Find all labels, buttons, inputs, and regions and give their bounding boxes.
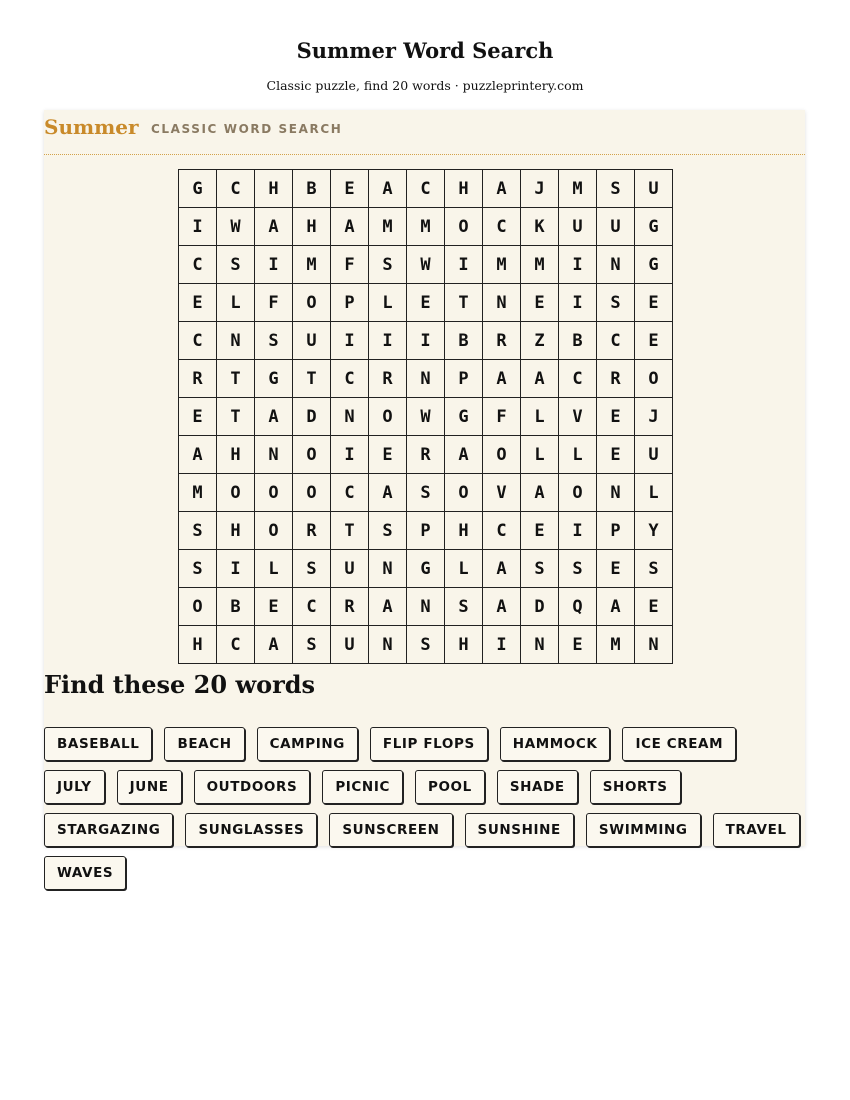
grid-cell[interactable]: I <box>217 550 255 588</box>
grid-cell[interactable]: M <box>293 246 331 284</box>
grid-cell[interactable]: Q <box>559 588 597 626</box>
grid-cell[interactable]: G <box>635 208 673 246</box>
grid-cell[interactable]: J <box>521 170 559 208</box>
grid-cell[interactable]: R <box>407 436 445 474</box>
grid-cell[interactable]: O <box>445 208 483 246</box>
grid-cell[interactable]: O <box>255 474 293 512</box>
grid-cell[interactable]: C <box>559 360 597 398</box>
grid-cell[interactable]: S <box>179 550 217 588</box>
grid-cell[interactable]: P <box>597 512 635 550</box>
grid-cell[interactable]: I <box>179 208 217 246</box>
grid-cell[interactable]: R <box>179 360 217 398</box>
grid-cell[interactable]: N <box>407 360 445 398</box>
grid-cell[interactable]: S <box>293 626 331 664</box>
grid-cell[interactable]: E <box>597 398 635 436</box>
grid-cell[interactable]: W <box>407 398 445 436</box>
grid-cell[interactable]: C <box>407 170 445 208</box>
grid-cell[interactable]: B <box>217 588 255 626</box>
grid-cell[interactable]: S <box>255 322 293 360</box>
grid-cell[interactable]: E <box>521 284 559 322</box>
grid-cell[interactable]: L <box>445 550 483 588</box>
grid-cell[interactable]: O <box>293 474 331 512</box>
grid-cell[interactable]: E <box>635 322 673 360</box>
grid-cell[interactable]: G <box>255 360 293 398</box>
grid-cell[interactable]: C <box>179 322 217 360</box>
grid-cell[interactable]: S <box>597 284 635 322</box>
grid-cell[interactable]: O <box>179 588 217 626</box>
grid-cell[interactable]: U <box>635 170 673 208</box>
word-chip[interactable]: FLIP FLOPS <box>370 727 488 761</box>
grid-cell[interactable]: S <box>369 246 407 284</box>
grid-cell[interactable]: C <box>179 246 217 284</box>
grid-cell[interactable]: A <box>255 398 293 436</box>
grid-cell[interactable]: N <box>597 474 635 512</box>
grid-cell[interactable]: B <box>445 322 483 360</box>
grid-cell[interactable]: O <box>369 398 407 436</box>
grid-cell[interactable]: G <box>179 170 217 208</box>
grid-cell[interactable]: S <box>597 170 635 208</box>
grid-cell[interactable]: N <box>635 626 673 664</box>
grid-cell[interactable]: F <box>255 284 293 322</box>
grid-cell[interactable]: A <box>483 360 521 398</box>
grid-cell[interactable]: L <box>635 474 673 512</box>
grid-cell[interactable]: E <box>597 550 635 588</box>
word-chip[interactable]: PICNIC <box>322 770 403 804</box>
grid-cell[interactable]: O <box>559 474 597 512</box>
grid-cell[interactable]: U <box>559 208 597 246</box>
grid-cell[interactable]: T <box>445 284 483 322</box>
grid-cell[interactable]: S <box>369 512 407 550</box>
grid-cell[interactable]: H <box>293 208 331 246</box>
grid-cell[interactable]: O <box>445 474 483 512</box>
grid-cell[interactable]: A <box>445 436 483 474</box>
page-title: Summer Word Search <box>296 38 554 63</box>
grid-cell[interactable]: L <box>521 436 559 474</box>
grid-cell[interactable]: S <box>635 550 673 588</box>
grid-cell[interactable]: S <box>179 512 217 550</box>
grid-cell[interactable]: N <box>331 398 369 436</box>
grid-cell[interactable]: I <box>559 512 597 550</box>
grid-cell[interactable]: S <box>521 550 559 588</box>
grid-cell[interactable]: S <box>407 626 445 664</box>
grid-cell[interactable]: O <box>635 360 673 398</box>
word-chip[interactable]: BASEBALL <box>44 727 152 761</box>
grid-cell[interactable]: I <box>331 436 369 474</box>
grid-cell[interactable]: I <box>255 246 293 284</box>
grid-cell[interactable]: L <box>255 550 293 588</box>
grid-cell[interactable]: M <box>179 474 217 512</box>
grid-cell[interactable]: I <box>331 322 369 360</box>
grid-cell[interactable]: H <box>255 170 293 208</box>
grid-cell[interactable]: R <box>597 360 635 398</box>
grid-cell[interactable]: I <box>559 246 597 284</box>
word-chip[interactable]: POOL <box>415 770 485 804</box>
grid-cell[interactable]: C <box>293 588 331 626</box>
word-chip[interactable]: ICE CREAM <box>622 727 736 761</box>
grid-cell[interactable]: M <box>521 246 559 284</box>
grid-cell[interactable]: S <box>217 246 255 284</box>
grid-cell[interactable]: A <box>179 436 217 474</box>
grid-cell[interactable]: H <box>217 436 255 474</box>
grid-cell[interactable]: H <box>179 626 217 664</box>
grid-cell[interactable]: H <box>445 512 483 550</box>
grid-cell[interactable]: U <box>597 208 635 246</box>
grid-cell[interactable]: C <box>597 322 635 360</box>
word-chip[interactable]: WAVES <box>44 856 126 890</box>
grid-cell[interactable]: N <box>483 284 521 322</box>
grid-cell[interactable]: I <box>445 246 483 284</box>
grid-cell[interactable]: A <box>483 170 521 208</box>
grid-cell[interactable]: I <box>407 322 445 360</box>
grid-cell[interactable]: E <box>521 512 559 550</box>
word-chip[interactable]: JULY <box>44 770 105 804</box>
grid-cell[interactable]: E <box>597 436 635 474</box>
grid-cell[interactable]: F <box>331 246 369 284</box>
grid-cell[interactable]: N <box>521 626 559 664</box>
grid-cell[interactable]: W <box>217 208 255 246</box>
grid-cell[interactable]: O <box>255 512 293 550</box>
brand-subtitle: CLASSIC WORD SEARCH <box>151 122 343 136</box>
grid-cell[interactable]: C <box>217 170 255 208</box>
grid-cell[interactable]: T <box>217 360 255 398</box>
grid-cell[interactable]: U <box>635 436 673 474</box>
word-list-heading: Find these 20 words <box>44 670 316 699</box>
grid-cell[interactable]: E <box>179 284 217 322</box>
grid-cell[interactable]: P <box>331 284 369 322</box>
word-list <box>44 727 805 890</box>
grid-cell[interactable]: T <box>331 512 369 550</box>
grid-cell[interactable]: C <box>217 626 255 664</box>
grid-cell[interactable]: O <box>217 474 255 512</box>
grid-cell[interactable]: U <box>331 626 369 664</box>
grid-cell[interactable]: R <box>483 322 521 360</box>
grid-cell[interactable]: M <box>597 626 635 664</box>
word-chip[interactable]: SWIMMING <box>586 813 701 847</box>
grid-cell[interactable]: Z <box>521 322 559 360</box>
grid-cell[interactable]: E <box>407 284 445 322</box>
page-subtitle: Classic puzzle, find 20 words · puzzleprintery.com <box>266 78 584 93</box>
word-chip[interactable]: HAMMOCK <box>500 727 611 761</box>
word-chip[interactable]: TRAVEL <box>713 813 800 847</box>
grid-cell[interactable]: S <box>559 550 597 588</box>
grid-cell[interactable]: K <box>521 208 559 246</box>
grid-cell[interactable]: L <box>559 436 597 474</box>
grid-cell[interactable]: M <box>369 208 407 246</box>
card-header <box>44 110 805 155</box>
grid-cell[interactable]: R <box>293 512 331 550</box>
grid-cell[interactable]: F <box>483 398 521 436</box>
grid-cell[interactable]: W <box>407 246 445 284</box>
word-chip[interactable]: SUNSCREEN <box>329 813 452 847</box>
grid-cell[interactable]: H <box>217 512 255 550</box>
grid-cell[interactable]: T <box>217 398 255 436</box>
grid-cell[interactable]: E <box>559 626 597 664</box>
grid-cell[interactable]: C <box>483 512 521 550</box>
grid-cell[interactable]: O <box>293 284 331 322</box>
grid-cell[interactable]: G <box>445 398 483 436</box>
grid-cell[interactable]: A <box>369 170 407 208</box>
grid-cell[interactable]: A <box>597 588 635 626</box>
grid-cell[interactable]: R <box>331 588 369 626</box>
grid-cell[interactable]: A <box>331 208 369 246</box>
grid-cell[interactable]: L <box>369 284 407 322</box>
word-chip[interactable]: SUNSHINE <box>465 813 574 847</box>
grid-cell[interactable]: C <box>331 360 369 398</box>
grid-cell[interactable]: V <box>483 474 521 512</box>
grid-cell[interactable]: E <box>635 284 673 322</box>
grid-cell[interactable]: T <box>293 360 331 398</box>
grid-cell[interactable]: N <box>255 436 293 474</box>
grid-cell[interactable]: U <box>293 322 331 360</box>
grid-cell[interactable]: E <box>255 588 293 626</box>
grid-cell[interactable]: A <box>521 360 559 398</box>
grid-cell[interactable]: M <box>483 246 521 284</box>
grid-cell[interactable]: L <box>217 284 255 322</box>
word-chip[interactable]: SUNGLASSES <box>185 813 317 847</box>
grid-cell[interactable]: N <box>369 626 407 664</box>
grid-cell[interactable]: U <box>331 550 369 588</box>
grid-cell[interactable]: I <box>483 626 521 664</box>
letter-grid <box>178 169 673 664</box>
word-chip[interactable]: SHADE <box>497 770 578 804</box>
grid-cell[interactable]: I <box>369 322 407 360</box>
grid-cell[interactable]: D <box>521 588 559 626</box>
grid-cell[interactable]: H <box>445 170 483 208</box>
grid-cell[interactable]: E <box>369 436 407 474</box>
grid-cell[interactable]: S <box>407 474 445 512</box>
grid-cell[interactable]: A <box>369 588 407 626</box>
grid-cell[interactable]: E <box>635 588 673 626</box>
grid-cell[interactable]: N <box>407 588 445 626</box>
grid-cell[interactable]: G <box>635 246 673 284</box>
grid-cell[interactable]: E <box>331 170 369 208</box>
grid-cell[interactable]: A <box>521 474 559 512</box>
grid-cell[interactable]: J <box>635 398 673 436</box>
grid-cell[interactable]: G <box>407 550 445 588</box>
grid-cell[interactable]: A <box>483 550 521 588</box>
grid-cell[interactable]: I <box>559 284 597 322</box>
grid-cell[interactable]: D <box>293 398 331 436</box>
grid-cell[interactable]: M <box>559 170 597 208</box>
grid-cell[interactable]: A <box>483 588 521 626</box>
grid-cell[interactable]: A <box>255 208 293 246</box>
grid-cell[interactable]: P <box>407 512 445 550</box>
puzzle-card <box>44 110 805 881</box>
grid-cell[interactable]: V <box>559 398 597 436</box>
word-chip[interactable]: BEACH <box>164 727 244 761</box>
grid-cell[interactable]: A <box>255 626 293 664</box>
word-chip[interactable]: STARGAZING <box>44 813 173 847</box>
grid-cell[interactable]: S <box>445 588 483 626</box>
word-chip[interactable]: OUTDOORS <box>194 770 311 804</box>
grid-cell[interactable]: O <box>293 436 331 474</box>
grid-cell[interactable]: S <box>293 550 331 588</box>
grid-cell[interactable]: R <box>369 360 407 398</box>
grid-cell[interactable]: P <box>445 360 483 398</box>
word-chip[interactable]: CAMPING <box>257 727 358 761</box>
grid-cell[interactable]: Y <box>635 512 673 550</box>
grid-cell[interactable]: C <box>331 474 369 512</box>
grid-cell[interactable]: O <box>483 436 521 474</box>
word-chip[interactable]: JUNE <box>117 770 182 804</box>
grid-cell[interactable]: N <box>597 246 635 284</box>
grid-cell[interactable]: N <box>369 550 407 588</box>
grid-cell[interactable]: E <box>179 398 217 436</box>
grid-cell[interactable]: C <box>483 208 521 246</box>
grid-cell[interactable]: B <box>293 170 331 208</box>
brand-title: Summer <box>44 115 139 139</box>
grid-cell[interactable]: B <box>559 322 597 360</box>
grid-cell[interactable]: A <box>369 474 407 512</box>
grid-cell[interactable]: L <box>521 398 559 436</box>
grid-cell[interactable]: H <box>445 626 483 664</box>
grid-cell[interactable]: N <box>217 322 255 360</box>
word-chip[interactable]: SHORTS <box>590 770 681 804</box>
grid-cell[interactable]: M <box>407 208 445 246</box>
